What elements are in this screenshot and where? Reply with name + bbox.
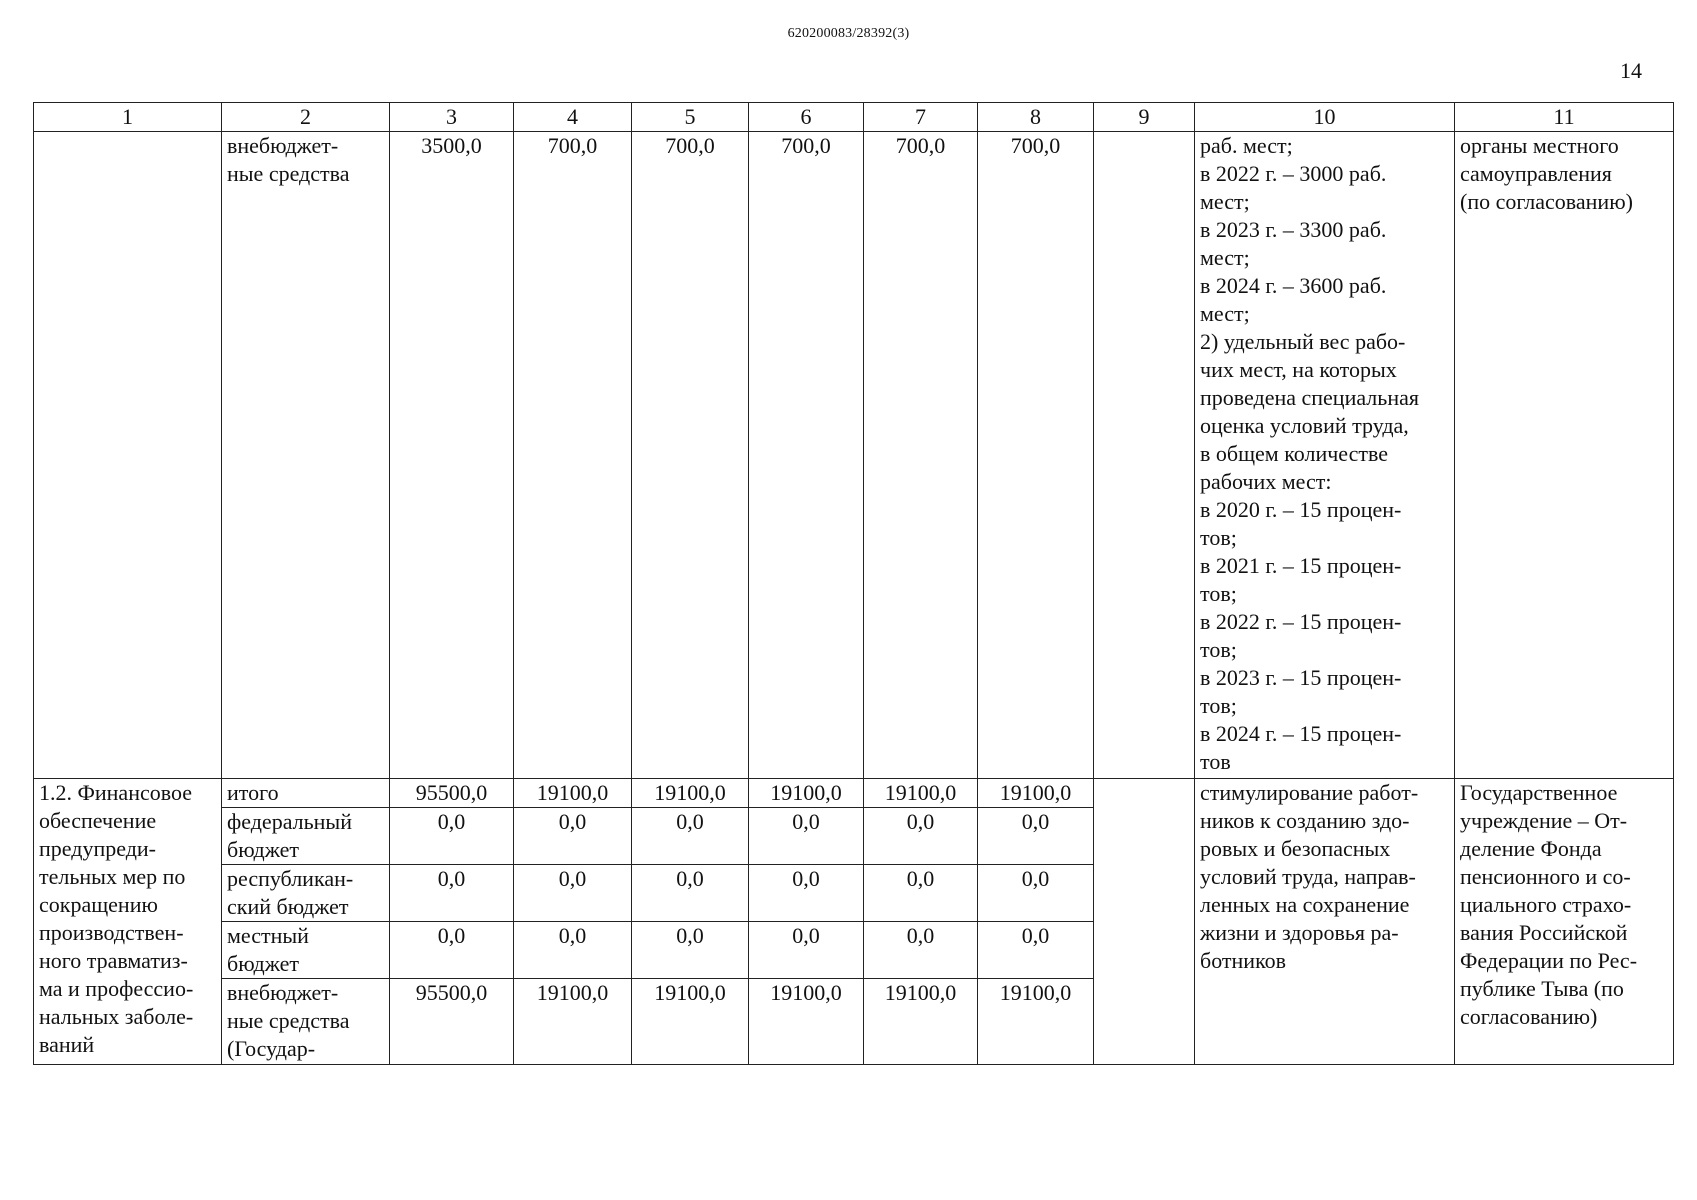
funding-source-line: ский бюджет	[227, 894, 349, 919]
indicator-line: в 2021 г. – 15 процен-	[1200, 553, 1402, 578]
amount-cell: 0,0	[632, 922, 749, 979]
funding-source-cell	[222, 979, 390, 1065]
amount-cell: 700,0	[514, 132, 632, 779]
responsible-line: вания Российской	[1460, 920, 1628, 945]
amount-cell: 0,0	[978, 922, 1094, 979]
indicator-line: в 2022 г. – 15 процен-	[1200, 609, 1402, 634]
indicator-line: 2) удельный вес рабо-	[1200, 329, 1406, 354]
page-number: 14	[1620, 58, 1642, 83]
amount-cell: 19100,0	[864, 979, 978, 1065]
amount-cell: 0,0	[514, 865, 632, 922]
program-table	[33, 102, 1674, 1065]
empty-cell	[1094, 779, 1195, 1065]
funding-source-line: внебюджет-	[227, 980, 339, 1005]
amount-cell: 19100,0	[978, 779, 1094, 808]
indicator-line: жизни и здоровья ра-	[1200, 920, 1399, 945]
column-number-header: 6	[749, 103, 864, 132]
funding-source-line: итого	[227, 780, 279, 805]
indicator-line: в 2020 г. – 15 процен-	[1200, 497, 1402, 522]
measure-name-line: ваний	[39, 1032, 95, 1057]
indicator-line: тов;	[1200, 581, 1237, 606]
amount-cell: 0,0	[390, 922, 514, 979]
funding-source-line: внебюджет-	[227, 133, 339, 158]
indicator-line: в 2024 г. – 15 процен-	[1200, 721, 1402, 746]
indicator-line: ленных на сохранение	[1200, 892, 1410, 917]
indicator-line: мест;	[1200, 245, 1250, 270]
responsible-line: самоуправления	[1460, 161, 1612, 186]
responsible-cell	[1455, 132, 1674, 779]
funding-source-line: местный	[227, 923, 309, 948]
amount-cell: 19100,0	[749, 979, 864, 1065]
responsible-line: публике Тыва (по	[1460, 976, 1624, 1001]
indicator-line: стимулирование работ-	[1200, 780, 1419, 805]
amount-cell: 0,0	[749, 808, 864, 865]
responsible-line: циального страхо-	[1460, 892, 1632, 917]
amount-cell: 700,0	[978, 132, 1094, 779]
amount-cell: 0,0	[978, 808, 1094, 865]
amount-cell: 0,0	[864, 922, 978, 979]
indicator-line: в 2023 г. – 3300 раб.	[1200, 217, 1387, 242]
column-number-header: 8	[978, 103, 1094, 132]
indicator-line: оценка условий труда,	[1200, 413, 1409, 438]
amount-cell: 700,0	[749, 132, 864, 779]
responsible-cell	[1455, 779, 1674, 1065]
measure-name-line: производствен-	[39, 920, 184, 945]
amount-cell: 19100,0	[514, 779, 632, 808]
indicator-line: ботников	[1200, 948, 1287, 973]
amount-cell: 0,0	[978, 865, 1094, 922]
amount-cell: 0,0	[514, 922, 632, 979]
column-number-header: 5	[632, 103, 749, 132]
amount-cell: 0,0	[749, 922, 864, 979]
funding-source-cell	[222, 132, 390, 779]
document-id: 620200083/28392(3)	[787, 26, 910, 41]
column-number-header-row	[34, 103, 1674, 132]
funding-source-cell	[222, 779, 390, 808]
amount-cell: 700,0	[864, 132, 978, 779]
indicator-line: мест;	[1200, 189, 1250, 214]
indicator-line: рабочих мест:	[1200, 469, 1332, 494]
indicators-cell	[1195, 779, 1455, 1065]
column-number-header: 9	[1094, 103, 1195, 132]
funding-source-line: республикан-	[227, 866, 354, 891]
funding-source-line: ные средства	[227, 1008, 350, 1033]
empty-cell	[1094, 132, 1195, 779]
responsible-line: Федерации по Рес-	[1460, 948, 1638, 973]
measure-name-line: нальных заболе-	[39, 1004, 194, 1029]
amount-cell: 0,0	[864, 808, 978, 865]
measure-name-cell-empty	[34, 132, 222, 779]
indicator-line: тов;	[1200, 693, 1237, 718]
funding-source-cell	[222, 922, 390, 979]
amount-cell: 700,0	[632, 132, 749, 779]
amount-cell: 19100,0	[749, 779, 864, 808]
indicator-line: чих мест, на которых	[1200, 357, 1397, 382]
responsible-line: органы местного	[1460, 133, 1619, 158]
column-number-header: 3	[390, 103, 514, 132]
column-number-header: 4	[514, 103, 632, 132]
continuation-row	[34, 132, 1674, 779]
column-number-header: 10	[1195, 103, 1455, 132]
measure-name-line: ного травматиз-	[39, 948, 188, 973]
measure-name-line: 1.2. Финансовое	[39, 780, 193, 805]
funding-source-line: бюджет	[227, 951, 299, 976]
amount-cell: 0,0	[749, 865, 864, 922]
measure-name-line: обеспечение	[39, 808, 157, 833]
amount-cell: 19100,0	[632, 779, 749, 808]
amount-cell: 19100,0	[864, 779, 978, 808]
indicator-line: ровых и безопасных	[1200, 836, 1391, 861]
indicators-cell	[1195, 132, 1455, 779]
amount-cell: 3500,0	[390, 132, 514, 779]
amount-cell: 19100,0	[514, 979, 632, 1065]
column-number-header: 1	[34, 103, 222, 132]
indicator-line: в 2023 г. – 15 процен-	[1200, 665, 1402, 690]
indicator-line: условий труда, направ-	[1200, 864, 1416, 889]
responsible-line: Государственное	[1460, 780, 1618, 805]
indicator-line: тов	[1200, 749, 1231, 774]
measure-name-line: тельных мер по	[39, 864, 186, 889]
amount-cell: 95500,0	[390, 979, 514, 1065]
amount-cell: 0,0	[390, 865, 514, 922]
amount-cell: 95500,0	[390, 779, 514, 808]
responsible-line: (по согласованию)	[1460, 189, 1633, 214]
indicator-line: в 2022 г. – 3000 раб.	[1200, 161, 1387, 186]
measure-row-total	[34, 779, 1674, 808]
amount-cell: 0,0	[390, 808, 514, 865]
responsible-line: учреждение – От-	[1460, 808, 1628, 833]
responsible-line: согласованию)	[1460, 1004, 1598, 1029]
amount-cell: 19100,0	[978, 979, 1094, 1065]
column-number-header: 2	[222, 103, 390, 132]
indicator-line: в общем количестве	[1200, 441, 1389, 466]
amount-cell: 0,0	[632, 865, 749, 922]
funding-source-line: ные средства	[227, 161, 350, 186]
column-number-header: 7	[864, 103, 978, 132]
indicator-line: в 2024 г. – 3600 раб.	[1200, 273, 1387, 298]
responsible-line: деление Фонда	[1460, 836, 1602, 861]
funding-source-cell	[222, 865, 390, 922]
amount-cell: 19100,0	[632, 979, 749, 1065]
indicator-line: мест;	[1200, 301, 1250, 326]
funding-source-cell	[222, 808, 390, 865]
indicator-line: тов;	[1200, 525, 1237, 550]
indicator-line: проведена специальная	[1200, 385, 1419, 410]
funding-source-line: (Государ-	[227, 1036, 316, 1061]
measure-name-line: сокращению	[39, 892, 158, 917]
indicator-line: раб. мест;	[1200, 133, 1293, 158]
measure-name-line: предупреди-	[39, 836, 156, 861]
indicator-line: тов;	[1200, 637, 1237, 662]
measure-name-cell	[34, 779, 222, 1065]
measure-name-line: ма и профессио-	[39, 976, 194, 1001]
amount-cell: 0,0	[514, 808, 632, 865]
funding-source-line: бюджет	[227, 837, 299, 862]
funding-source-line: федеральный	[227, 809, 352, 834]
amount-cell: 0,0	[864, 865, 978, 922]
indicator-line: ников к созданию здо-	[1200, 808, 1410, 833]
responsible-line: пенсионного и со-	[1460, 864, 1631, 889]
amount-cell: 0,0	[632, 808, 749, 865]
column-number-header: 11	[1455, 103, 1674, 132]
